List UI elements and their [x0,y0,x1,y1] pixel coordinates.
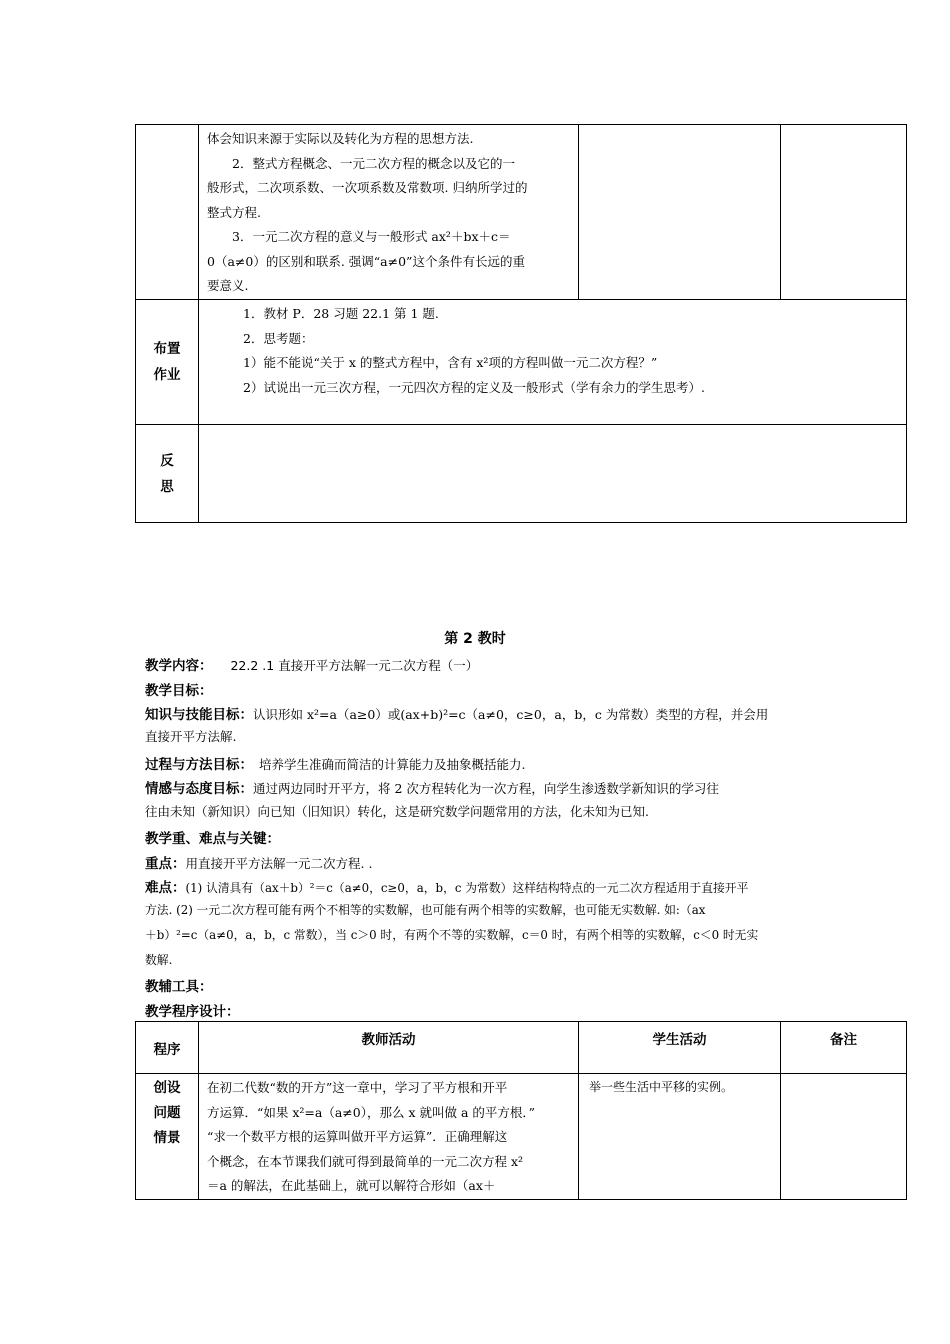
table-row [136,1074,907,1200]
process-line [145,753,525,773]
teacher-line: ＝a 的解法，在此基础上，就可以解符合形如（ax＋ [207,1178,496,1193]
student-activity-cell [579,1074,781,1200]
teacher-line: 在初二代数“数的开方”这一章中，学习了平方根和开平 [207,1080,508,1095]
emotion-line-2: 往由未知（新知识）向已知（旧知识）转化，这是研究数学问题常用的方法，化未知为已知. [145,804,649,819]
text-line: 3．一元二次方程的意义与一般形式 ax²＋bx＋c＝ [207,229,511,244]
notes-cell [781,1074,907,1200]
emotion-label: 情感与态度目标： [145,781,253,797]
homework-line: 2．思考题： [243,330,314,346]
text-line: 整式方程. [207,204,261,220]
difficulty-line [145,876,748,896]
table-row [136,425,907,523]
header-teacher-label: 教师活动 [361,1032,416,1048]
goals-label: 教学目标： [145,683,213,699]
difficulty-value: (1) 认清具有（ax＋b）²＝c（a≠0，c≥0，a，b，c 为常数）这样结构特点的一元二次方程适用于直接开平 [185,881,749,895]
teacher-line: 个概念，在本节课我们就可得到最简单的一元二次方程 x² [207,1153,524,1169]
knowledge-line [145,703,768,723]
homework-line: 2）试说出一元三次方程，一元四次方程的定义及一般形式（学有余力的学生思考）. [243,379,705,395]
emotion-value: 通过两边同时开平方，将 2 次方程转化为一次方程，向学生渗透数学新知识的学习往 [253,781,719,796]
row-label: 创设 [153,1080,181,1096]
student-activity-text: 举一些生活中平移的实例。 [589,1080,734,1094]
difficulty-line-2: 方法. (2) 一元二次方程可能有两个不相等的实数解，也可能有两个相等的实数解，也可能无实数解. 如:（ax [145,903,706,917]
header-notes [781,1022,907,1074]
difficulty-line-3: ＋b）²=c（a≠0，a，b，c 常数），当 c＞0 时，有两个不等的实数解，c＝0 时，有两个相等的实数解，c＜0 时无实 [145,928,759,942]
text-line: 体会知识来源于实际以及转化为方程的思想方法. [207,131,474,146]
header-program-label: 程序 [153,1041,181,1058]
key-title: 教学重、难点与关键： [145,831,280,847]
homework-label: 布置 [153,341,181,357]
row-label: 情景 [153,1130,181,1146]
homework-line: 1）能不能说“关于 x 的整式方程中，含有 x²项的方程叫做一元二次方程？” [243,355,658,370]
teacher-line: 方运算．“如果 x²=a（a≠0），那么 x 就叫做 a 的平方根．” [207,1104,536,1120]
cell-notes [781,125,907,300]
header-program [136,1022,199,1074]
header-notes-label: 备注 [830,1032,857,1048]
focus-value: 用直接开平方法解一元二次方程. . [185,856,373,871]
teacher-line: “求一个数平方根的运算叫做开平方运算”．正确理解这 [207,1129,508,1144]
row-label: 问题 [153,1105,181,1121]
cell-student-activity [579,125,781,300]
cell-program [136,125,199,300]
row-label-cell [136,1074,199,1200]
knowledge-label: 知识与技能目标： [145,707,253,723]
reflection-label-cell [136,425,199,523]
cell-teacher-activity [199,125,579,300]
table-row [136,125,907,300]
emotion-line [145,777,719,797]
homework-content-cell [199,300,907,425]
process-label: 过程与方法目标： [145,757,253,773]
header-student [579,1022,781,1074]
lesson-table-continued [135,124,907,523]
text-line: 0（a≠0）的区别和联系. 强调“a≠0”这个条件有长远的重 [207,253,525,269]
header-row [136,1022,907,1074]
text-line: 2．整式方程概念、一元二次方程的概念以及它的一 [207,155,515,171]
teacher-activity-cell [199,1074,579,1200]
reflection-content-cell [199,425,907,523]
knowledge-value: 认识形如 x²=a（a≥0）或(ax+b)²=c（a≠0，c≥0，a，b，c 为常数）类型的方程，并会用 [253,707,769,722]
reflection-label: 反 [160,452,174,469]
content-value: 22.2 .1 直接开平方法解一元二次方程（一） [230,658,479,673]
content-label: 教学内容： [145,658,213,674]
section-title: 第 2 教时 [444,631,506,647]
homework-label-cell [136,300,199,425]
tools-label: 教辅工具： [145,979,213,995]
knowledge-line-2: 直接开平方法解. [145,729,237,744]
focus-label: 重点： [145,856,186,872]
process-value: 培养学生准确而简洁的计算能力及抽象概括能力. [259,757,526,772]
text-line: 要意义. [207,278,249,293]
content-line [145,654,478,674]
table-row [136,300,907,425]
difficulty-line-4: 数解. [145,953,173,967]
design-label: 教学程序设计： [145,1004,240,1020]
focus-line [145,852,372,872]
lesson-design-table [135,1021,907,1200]
reflection-label: 思 [160,478,174,495]
homework-line: 1．教材 P．28 习题 22.1 第 1 题. [243,306,439,321]
header-teacher [199,1022,579,1074]
difficulty-label: 难点： [145,880,186,896]
homework-label: 作业 [153,367,181,383]
header-student-label: 学生活动 [652,1032,707,1048]
text-line: 般形式，二次项系数、一次项系数及常数项. 归纳所学过的 [207,180,528,195]
